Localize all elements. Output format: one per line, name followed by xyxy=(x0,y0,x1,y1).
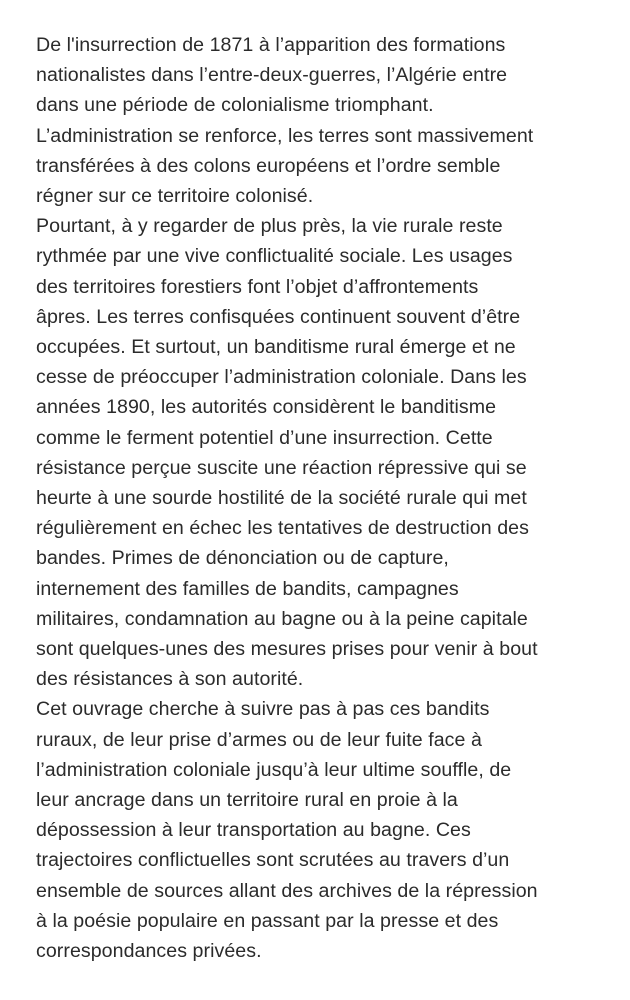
text-line: militaires, condamnation au bagne ou à la peine capitale xyxy=(36,607,528,630)
text-line: résistance perçue suscite une réaction répressive qui se xyxy=(36,456,527,479)
text-line: des résistances à son autorité. xyxy=(36,668,304,691)
text-line: bandes. Primes de dénonciation ou de capture, xyxy=(36,547,449,570)
text-line: heurte à une sourde hostilité de la société rurale qui met xyxy=(36,487,527,510)
text-line: transférées à des colons européens et l’ordre semble xyxy=(36,154,501,177)
text-line: internement des familles de bandits, campagnes xyxy=(36,577,459,600)
text-line: Pourtant, à y regarder de plus près, la vie rurale reste xyxy=(36,215,503,238)
text-line: cesse de préoccuper l’administration coloniale. Dans les xyxy=(36,366,527,389)
text-line: régulièrement en échec les tentatives de destruction des xyxy=(36,517,529,540)
text-line: dépossession à leur transportation au bagne. Ces xyxy=(36,819,471,842)
text-line: des territoires forestiers font l’objet d’affrontements xyxy=(36,275,479,298)
paragraph-3 xyxy=(36,211,606,694)
text-line: nationalistes dans l’entre-deux-guerres, l’Algérie entre xyxy=(36,64,508,87)
text-line: L’administration se renforce, les terres sont massivement xyxy=(36,124,534,147)
text-line: De l'insurrection de 1871 à l’apparition des formations xyxy=(36,34,506,56)
paragraph-2 xyxy=(36,121,606,212)
text-line: leur ancrage dans un territoire rural en proie à la xyxy=(36,789,458,812)
text-line: régner sur ce territoire colonisé. xyxy=(36,185,314,208)
text-line: rythmée par une vive conflictualité sociale. Les usages xyxy=(36,245,513,268)
text-line: comme le ferment potentiel d’une insurrection. Cette xyxy=(36,426,493,449)
text-line: ruraux, de leur prise d’armes ou de leur fuite face à xyxy=(36,728,482,751)
paragraph-4 xyxy=(36,694,606,966)
text-line: ensemble de sources allant des archives de la répression xyxy=(36,879,538,902)
text-line: à la poésie populaire en passant par la presse et des xyxy=(36,909,499,932)
text-line: occupées. Et surtout, un banditisme rural émerge et ne xyxy=(36,336,516,359)
body-text xyxy=(36,30,606,966)
text-line: dans une période de colonialisme triomphant. xyxy=(36,94,434,117)
text-line: correspondances privées. xyxy=(36,940,262,963)
text-line: l’administration coloniale jusqu’à leur ultime souffle, de xyxy=(36,758,512,781)
text-line: années 1890, les autorités considèrent le banditisme xyxy=(36,396,497,419)
text-line: trajectoires conflictuelles sont scrutées au travers d’un xyxy=(36,849,510,872)
text-line: âpres. Les terres confisquées continuent souvent d’être xyxy=(36,305,521,328)
paragraph-1 xyxy=(36,30,606,121)
text-line: Cet ouvrage cherche à suivre pas à pas ces bandits xyxy=(36,698,490,721)
text-line: sont quelques-unes des mesures prises pour venir à bout xyxy=(36,638,538,661)
